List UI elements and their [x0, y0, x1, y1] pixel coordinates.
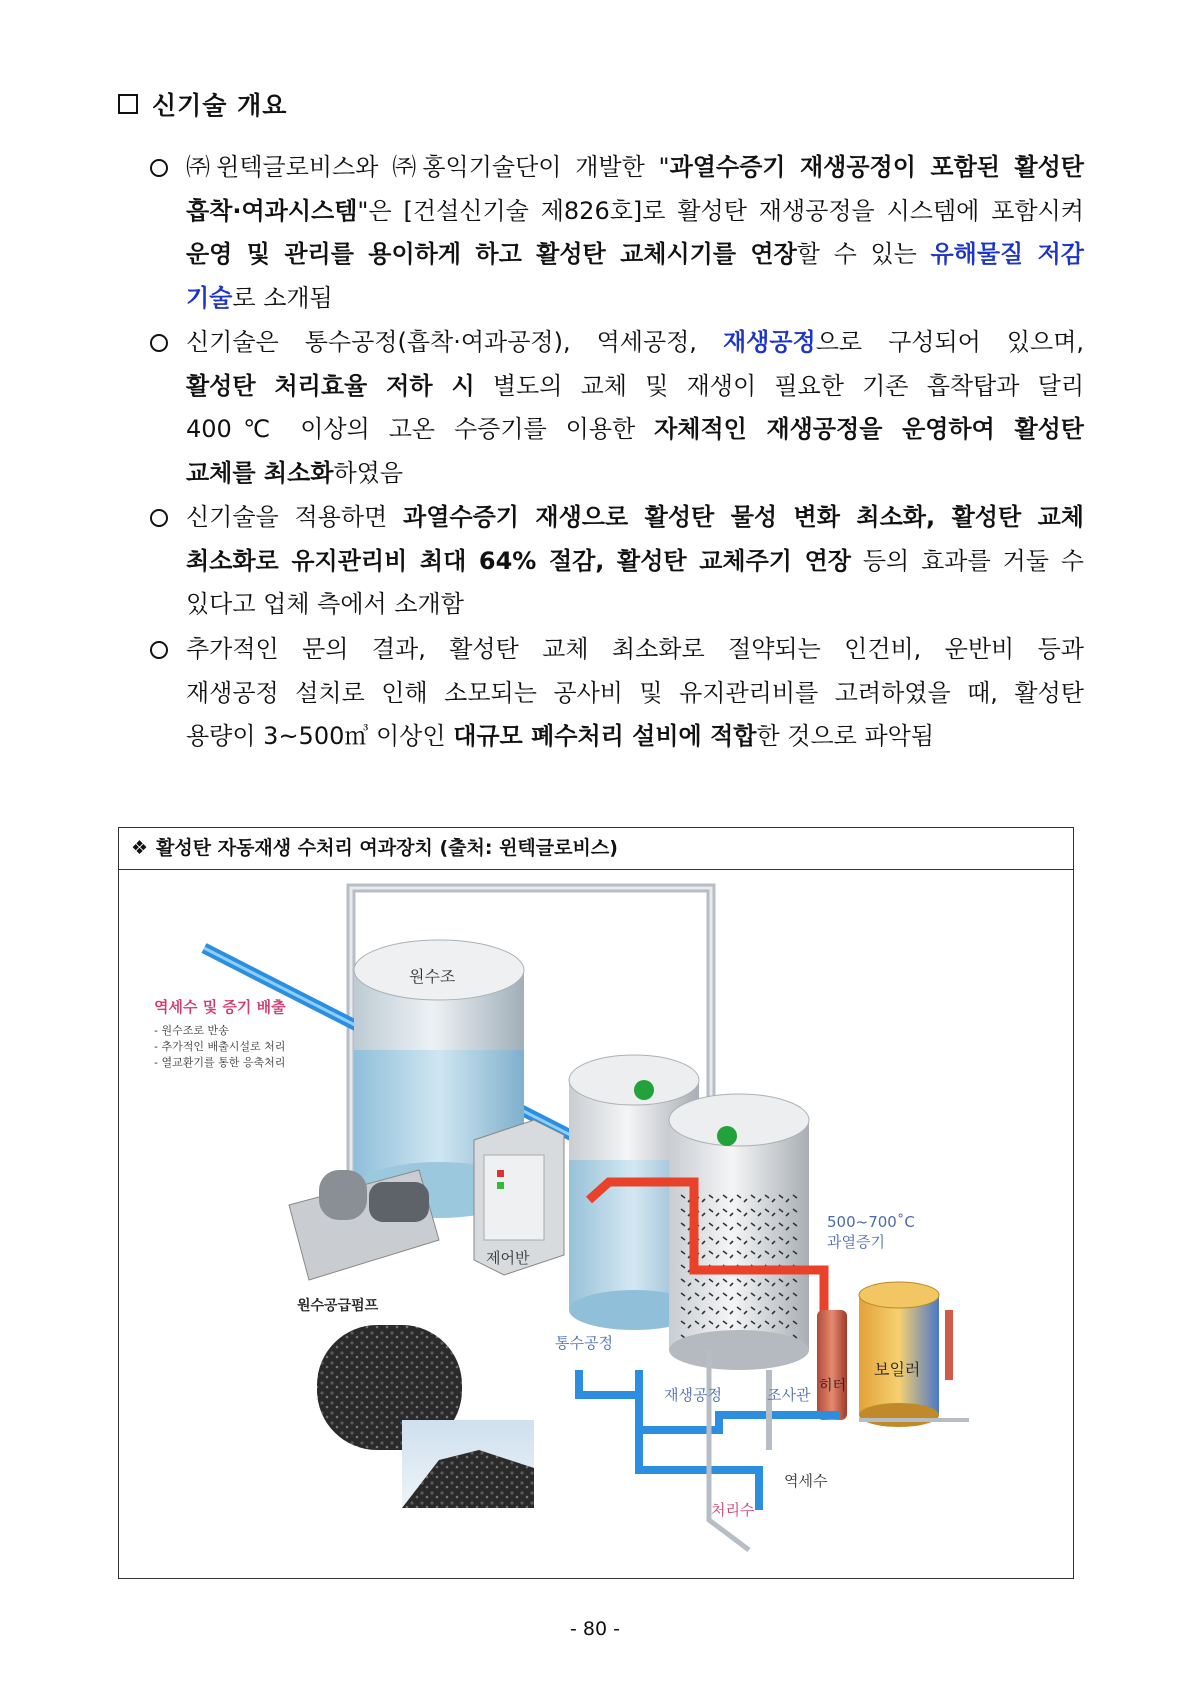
paragraph-line: [186, 583, 1084, 627]
label-backwash-3: - 열교환기를 통한 응축처리: [154, 1056, 286, 1069]
text-run: 운영 및 관리를 용이하게 하고 활성탄 교체시기를 연장: [186, 240, 797, 268]
text-run: 용량이 3~500㎥ 이상인: [186, 722, 454, 750]
text-run: 400℃ 이상의 고온 수증기를 이용한: [186, 415, 655, 443]
paragraph-line: [186, 715, 1084, 759]
section-heading: [118, 86, 287, 122]
paragraph-line: [186, 672, 1084, 716]
circle-bullet-icon: [150, 641, 168, 659]
label-boiler: 보일러: [874, 1360, 921, 1379]
label-jet-pipe: 조사관: [767, 1386, 811, 1404]
label-superheated-steam: 과열증기: [827, 1233, 885, 1251]
text-run: 자체적인 재생공정을 운영하여 활성탄: [654, 415, 1084, 443]
text-run: ㈜윈텍글로비스와 ㈜홍익기술단이 개발한 ": [186, 153, 670, 181]
paragraph-line: [186, 233, 1084, 277]
text-run: 대규모 폐수처리 설비에 적합: [453, 722, 757, 750]
text-run: 등의 효과를 거둘 수: [850, 546, 1084, 575]
text-run: 추가적인 문의 결과, 활성탄 교체 최소화로 절약되는 인건비, 운반비 등과: [186, 635, 1084, 663]
heater: [817, 1310, 847, 1420]
raw-water-pump: [289, 1170, 439, 1280]
activated-carbon-pile-photo: [402, 1420, 534, 1508]
label-flow-process: 통수공정: [555, 1334, 613, 1352]
paragraph-line: [186, 628, 1084, 672]
text-run: 활성탄 처리효율 저하 시: [186, 371, 475, 400]
text-run: 흡착·여과시스템: [186, 196, 358, 225]
text-run: "은 [건설신기술 제826호]로 활성탄 재생공정을 시스템에 포함시켜: [357, 196, 1084, 225]
label-raw-water-tank: 원수조: [409, 967, 456, 986]
paragraph-line: [186, 408, 1084, 452]
text-run: 로 소개됨: [232, 283, 333, 312]
figure-caption: [119, 828, 1073, 870]
text-run: 기술: [186, 283, 233, 312]
text-run: 하였음: [333, 458, 404, 487]
label-control-panel: 제어반: [486, 1249, 530, 1267]
paragraph-line: [186, 365, 1084, 409]
text-run: 신기술은 통수공정(흡착·여과공정), 역세공정,: [186, 328, 723, 356]
text-run: 교체를 최소화: [186, 458, 334, 487]
text-run: 유해물질 저감: [930, 240, 1084, 268]
text-run: 과열수증기 재생으로 활성탄 물성 변화 최소화, 활성탄 교체: [403, 503, 1084, 531]
text-run: 으로 구성되어 있으며,: [815, 328, 1085, 356]
text-run: 별도의 교체 및 재생이 필요한 기존 흡착탑과 달리: [474, 371, 1085, 400]
circle-bullet-icon: [150, 159, 168, 177]
text-run: 할 수 있는: [796, 240, 931, 268]
paragraph-3: [186, 496, 1084, 627]
text-run: 과열수증기 재생공정이 포함된 활성탄: [669, 153, 1084, 181]
paragraph-line: [186, 321, 1084, 365]
text-run: 신기술을 적용하면: [186, 503, 404, 531]
checkbox-square-icon: [118, 94, 138, 114]
diamond-bullet-icon: ❖: [131, 837, 149, 859]
paragraph-line: [186, 496, 1084, 540]
valve-icon: [634, 1080, 654, 1100]
system-diagram: [119, 870, 1072, 1577]
paragraph-line: [186, 190, 1084, 234]
text-run: 재생공정 설치로 인해 소모되는 공사비 및 유지관리비를 고려하였을 때, 활성탄: [186, 678, 1084, 707]
paragraph-1: [186, 146, 1084, 320]
text-run: 한 것으로 파악됨: [756, 722, 935, 750]
boiler: [859, 1282, 953, 1427]
text-run: 최소화로 유지관리비 최대 64% 절감, 활성탄 교체주기 연장: [186, 546, 851, 575]
paragraph-line: [186, 452, 1084, 496]
paragraph-line: [186, 540, 1084, 584]
valve-icon: [717, 1126, 737, 1146]
text-run: 있다고 업체 측에서 소개함: [186, 590, 464, 618]
label-backwash-1: - 원수조로 반송: [154, 1024, 229, 1037]
label-regeneration-process: 재생공정: [664, 1386, 722, 1404]
circle-bullet-icon: [150, 334, 168, 352]
label-backwash-water: 역세수: [784, 1472, 828, 1490]
figure-caption-text: 활성탄 자동재생 수처리 여과장치 (출처: 윈텍글로비스): [156, 837, 618, 859]
label-backwash-2: - 추가적인 배출시설로 처리: [154, 1040, 286, 1053]
label-heater: 히터: [819, 1378, 847, 1394]
label-pump: 원수공급펌프: [297, 1298, 379, 1314]
paragraph-line: [186, 277, 1084, 321]
section-heading-text: 신기술 개요: [152, 91, 288, 120]
page-number: - 80 -: [570, 1618, 620, 1640]
paragraph-4: [186, 628, 1084, 759]
label-temperature: 500~700˚C: [827, 1213, 915, 1231]
paragraph-line: [186, 146, 1084, 190]
label-backwash-title: 역세수 및 증기 배출: [154, 998, 286, 1016]
circle-bullet-icon: [150, 509, 168, 527]
label-treated-water: 처리수: [711, 1501, 755, 1519]
paragraph-2: [186, 321, 1084, 495]
figure-box: [118, 827, 1074, 1579]
text-run: 재생공정: [722, 328, 816, 356]
